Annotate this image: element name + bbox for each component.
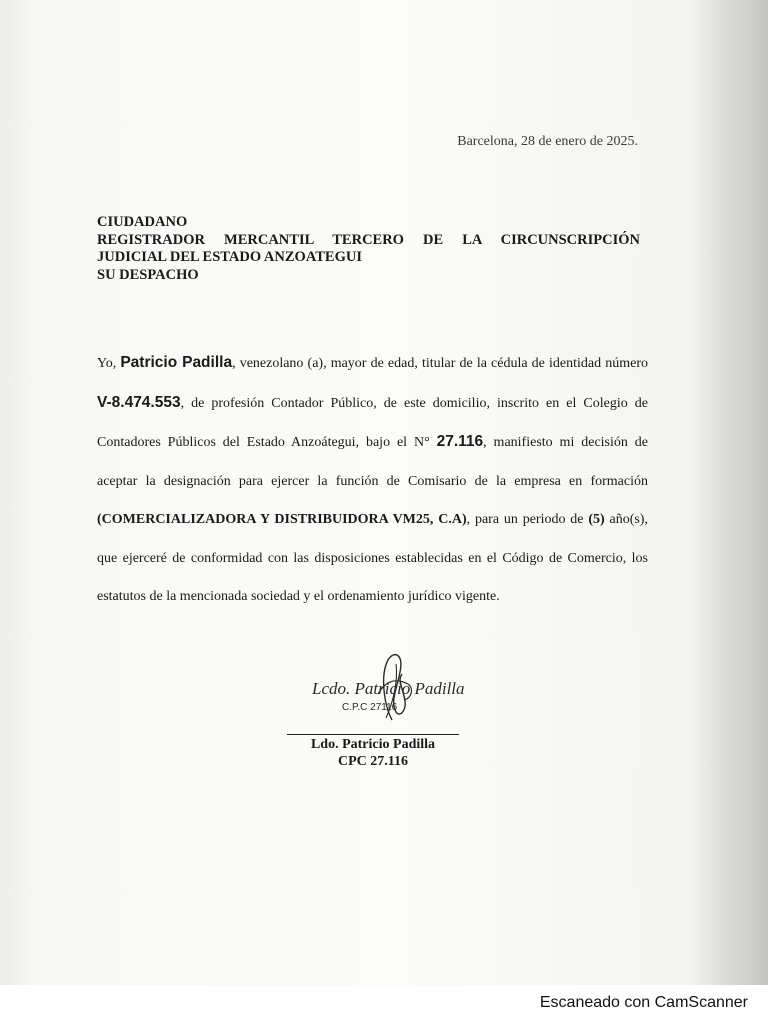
stamp-name-text: Lcdo. Patricio Padilla <box>312 679 465 698</box>
signer-cpc: CPC 27.116 <box>338 753 408 769</box>
body-text-4: , manifiesto mi decisión de aceptar la designación para ejercer la función de Comisario de la empresa en formación <box>97 435 649 489</box>
camscanner-watermark: Escaneado con CamScanner <box>539 994 748 1011</box>
signature-stamp <box>300 650 470 730</box>
id-number: V-8.474.553 <box>97 393 181 411</box>
cpc-number: 27.116 <box>436 433 484 450</box>
period-years: (5) <box>588 512 605 527</box>
addressee-line-1: CIUDADANO <box>97 214 188 230</box>
handwritten-signature <box>300 650 470 730</box>
company-name: (COMERCIALIZADORA Y DISTRIBUIDORA VM25, C.A) <box>97 512 467 527</box>
addressee-block <box>97 214 640 284</box>
stamp-cpc-text: C.P.C 27116 <box>342 702 398 713</box>
body-text-1: Yo, <box>97 356 121 371</box>
letter-date: Barcelona, 28 de enero de 2025. <box>457 134 638 149</box>
letter-body <box>97 344 648 617</box>
addressee-line-2: REGISTRADOR MERCANTIL TERCERO DE LA CIRCUNSCRIPCIÓN <box>97 231 640 248</box>
body-text-5: , para un periodo de <box>466 512 589 527</box>
scan-shadow-edge <box>698 0 768 985</box>
body-text-3: , de profesión Contador Público, de este domicilio, inscrito en el Colegio de Contadores Públicos del Estado Anzoátegui, bajo el N° <box>97 395 648 450</box>
signer-name: Ldo. Patricio Padilla <box>310 737 436 752</box>
footer-bar <box>0 985 768 1024</box>
signature-line <box>287 734 459 735</box>
body-text-6: año(s), que ejerceré de conformidad con las disposiciones establecidas en el Código de Comercio, los estatutos de la mencionada sociedad y el ordenamiento jurídico vigente. <box>97 512 648 604</box>
addressee-line-4: SU DESPACHO <box>97 266 199 283</box>
declarant-name: Patricio Padilla <box>120 354 233 371</box>
body-text-2: , venezolano (a), mayor de edad, titular de la cédula de identidad número <box>232 356 648 371</box>
signer-block <box>287 737 459 770</box>
addressee-line-3: JUDICIAL DEL ESTADO ANZOATEGUI <box>97 249 362 265</box>
